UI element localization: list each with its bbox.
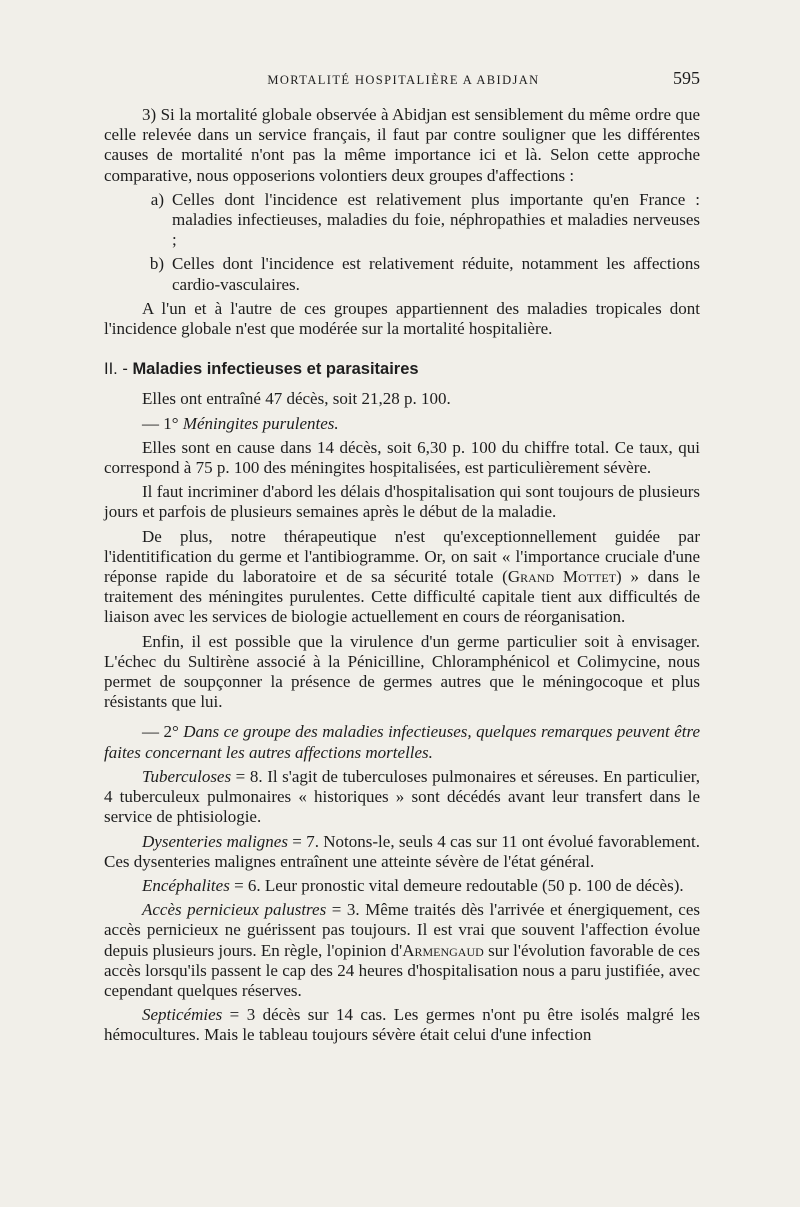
paragraph-deaths: Elles ont entraîné 47 décès, soit 21,28 p. 100. — [142, 389, 451, 409]
text-segment: sur l'évolution favorable de ces accès lorsqu'ils passent le cap des 24 heures d'hospitalisation nous a paru justifiée, avec cependant quelques réserves. — [104, 940, 700, 1000]
text-segment: = 3 décès sur 14 cas. Les germes n'ont pu être isolés malgré les hémocultures. Mais le tableau toujours sévère était celui d'une infection — [104, 1005, 700, 1045]
subheading-meningites — [104, 414, 700, 434]
text-segment: ) » dans le traitement des méningites purulentes. Cette difficulté capitale tient aux difficultés de liaison avec les services de biologie actuellement en cours de réorganisation. — [104, 567, 700, 627]
term-label: Accès pernicieux palustres — [142, 900, 327, 920]
text-segment: De plus, notre thérapeutique n'est qu'exceptionnellement guidée par l'identitification du germe et l'antibiogramme. Or, on sait « l'importance cruciale d'une réponse rapide du laboratoire et de sa sécurité totale ( — [104, 526, 700, 587]
text-segment: = 7. Notons-le, seuls 4 cas sur 11 ont évolué favorablement. Ces dysenteries malignes entraînent une atteinte sévère de l'état général. — [104, 831, 700, 871]
citation-author: Grand Mottet — [507, 567, 617, 587]
text-segment: = 8. Il s'agit de tuberculoses pulmonaires et séreuses. En particulier, 4 tuberculeux pulmonaires « historiques » sont décédés avant leur transfert dans le service de phtisiologie. — [104, 766, 700, 827]
term-label: Dysenteries malignes — [142, 831, 288, 851]
list-text-b: Celles dont l'incidence est relativement réduite, notamment les affections cardio-vasculaires. — [172, 254, 700, 294]
paragraph-meningites-1: Elles sont en cause dans 14 décès, soit 6,30 p. 100 du chiffre total. Ce taux, qui correspond à 75 p. 100 des méningites hospitalisées, est particulièrement sévère. — [104, 437, 700, 478]
paragraph-acces — [104, 900, 700, 1001]
paragraph-septicemies — [104, 1005, 700, 1045]
paragraph-meningites-2: Il faut incriminer d'abord les délais d'hospitalisation qui sont toujours de plusieurs jours et parfois de plusieurs semaines après le début de la maladie. — [104, 482, 700, 522]
term-label: Tuberculoses — [142, 766, 232, 786]
paragraph-meningites-4: Enfin, il est possible que la virulence d'un germe particulier soit à envisager. L'échec du Sultirène associé à la Pénicilline, Chloramphénicol et Colimycine, nous permet de soupçonner la présence de germes autres que le méningocoque et plus résistants que lui. — [104, 631, 700, 712]
list-item-a — [104, 190, 700, 251]
running-title: MORTALITÉ HOSPITALIÈRE A ABIDJAN — [267, 73, 540, 87]
subheading-title: Dans ce groupe des maladies infectieuses, quelques remarques peuvent être faites concernant les autres affections mortelles. — [104, 722, 701, 762]
list-marker-a: a) — [150, 189, 164, 209]
running-header — [104, 68, 700, 92]
paragraph-tuberculoses — [104, 767, 700, 828]
term-label: Encéphalites — [142, 875, 230, 895]
list-item-b — [104, 254, 700, 294]
subheading-prefix: — 1° — [142, 413, 179, 433]
list-text-a: Celles dont l'incidence est relativement plus importante qu'en France : maladies infectieuses, maladies du foie, néphropathies et maladies nerveuses ; — [172, 189, 700, 250]
subheading-autres — [104, 722, 700, 762]
section-heading — [104, 359, 700, 379]
subheading-title: Méningites purulentes. — [182, 413, 339, 433]
term-label: Septicémies — [142, 1005, 223, 1025]
list-marker-b: b) — [149, 254, 164, 274]
text-segment: = 6. Leur pronostic vital demeure redoutable (50 p. 100 de décès). — [229, 875, 684, 895]
paragraph-intro: 3) Si la mortalité globale observée à Abidjan est sensiblement du même ordre que celle relevée dans un service français, il faut par contre souligner que les différentes causes de mortalité n'ont pas la même importance ici et là. Selon cette approche comparative, nous opposerions volontiers deux groupes d'affections : — [104, 105, 700, 185]
paragraph-closing: A l'un et à l'autre de ces groupes appartiennent des maladies tropicales dont l'incidence globale n'est que modérée sur la mortalité hospitalière. — [104, 298, 700, 339]
paragraph-dysenteries — [104, 832, 700, 872]
section-title: Maladies infectieuses et parasitaires — [132, 360, 419, 379]
section-number: II. - — [104, 360, 128, 379]
text-segment: = 3. Même traités dès l'arrivée et énergiquement, ces accès pernicieux ne guérissent pas toujours. Il est vrai que souvent l'affection évolue depuis plusieurs jours. En règle, l'opinion d' — [104, 900, 700, 960]
subheading-prefix: — 2° — [142, 722, 179, 742]
citation-author: Armengaud — [402, 940, 484, 960]
paragraph-meningites-3 — [104, 527, 700, 628]
paragraph-encephalites — [104, 876, 700, 896]
page-number: 595 — [673, 68, 700, 88]
page — [104, 68, 700, 1050]
